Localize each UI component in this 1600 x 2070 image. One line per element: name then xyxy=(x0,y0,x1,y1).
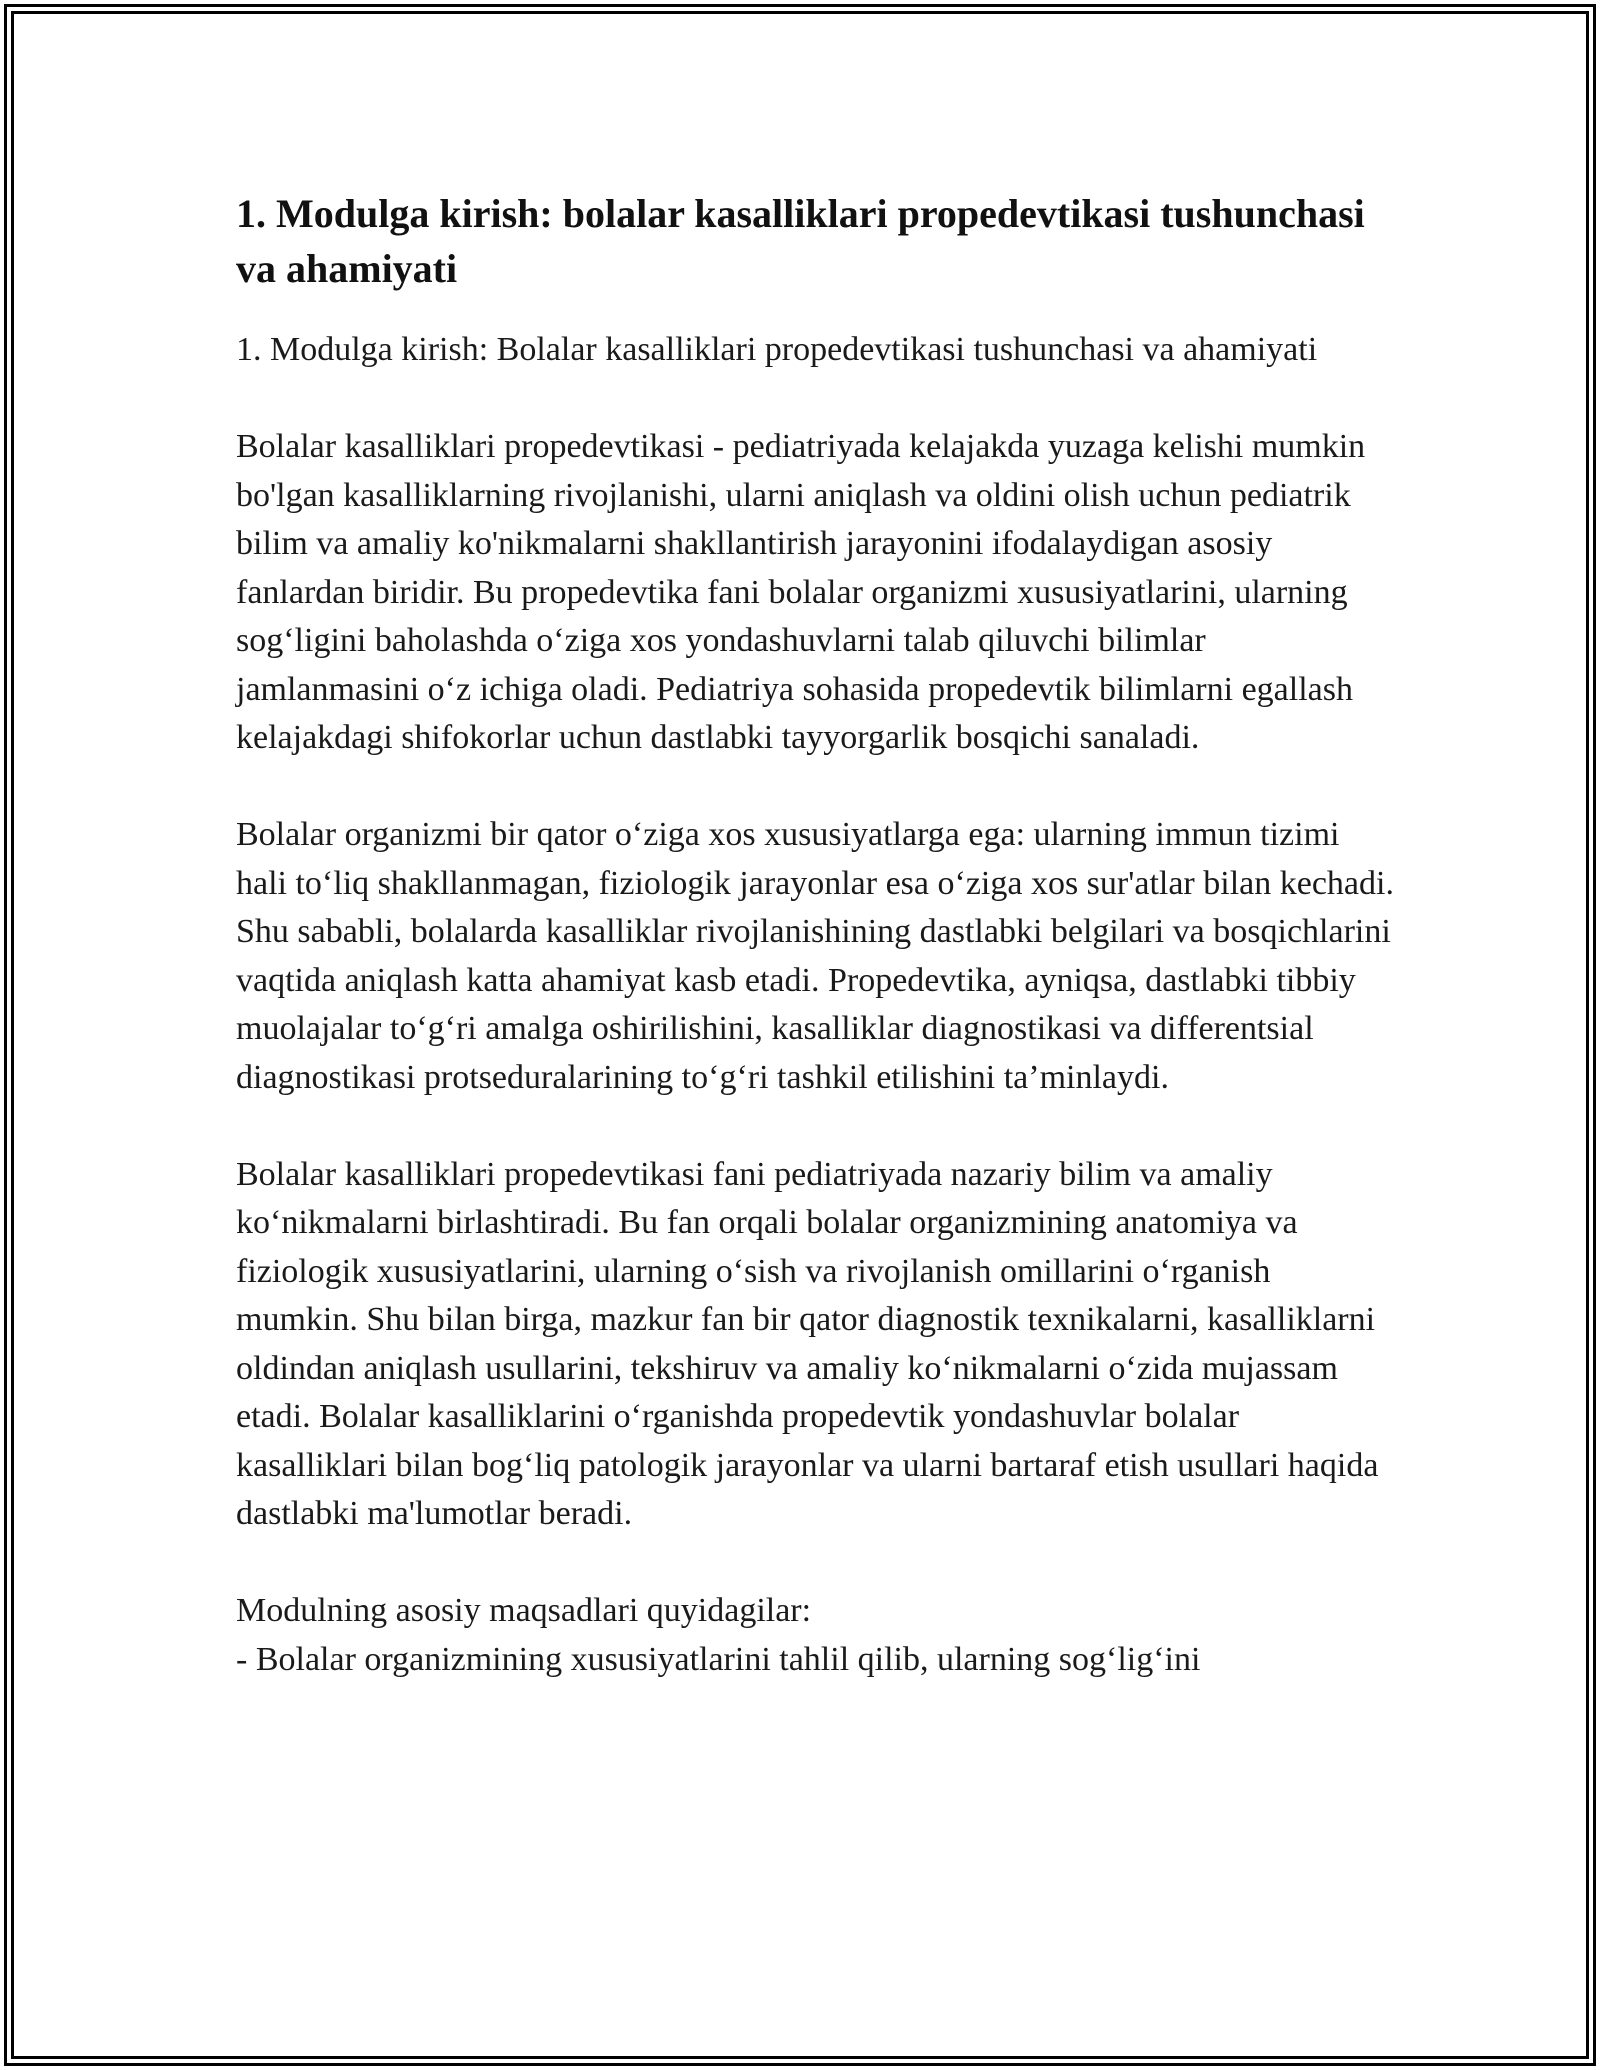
goals-list-intro: Modulning asosiy maqsadlari quyidagilar: xyxy=(236,1592,812,1629)
document-title: 1. Modulga kirish: bolalar kasalliklari propedevtikasi tushunchasi va ahamiyati xyxy=(236,191,1365,291)
paragraph-theory-practice: Bolalar kasalliklari propedevtikasi fani pediatriyada nazariy bilim va amaliy ko‘nikmalarni birlashtiradi. Bu fan orqali bolalar organizmining anatomiya va fiziologik xususiyatlarini, ularning o‘sish va rivojlanish omillarini o‘rganish mumkin. Shu bilan birga, mazkur fan bir qator diagnostik texnikalarni, kasalliklarni oldindan aniqlash usullarini, tekshiruv va amaliy ko‘nikmalarni o‘zida mujassam etadi. Bolalar kasalliklarini o‘rganishda propedevtik yondashuvlar bolalar kasalliklari bilan bog‘liq patologik jarayonlar va ularni bartaraf etish usullari haqida dastlabki ma'lumotlar beradi. xyxy=(236,1155,1379,1532)
document-page xyxy=(236,186,1396,1684)
paragraph-subtitle: 1. Modulga kirish: Bolalar kasalliklari propedevtikasi tushunchasi va ahamiyati xyxy=(236,331,1318,368)
paragraph-organism-features: Bolalar organizmi bir qator o‘ziga xos xususiyatlarga ega: ularning immun tizimi hali to‘liq shakllanmagan, fiziologik jarayonlar esa o‘ziga xos sur'atlar bilan kechadi. Shu sababli, bolalarda kasalliklar rivojlanishining dastlabki belgilari va bosqichlarini vaqtida aniqlash katta ahamiyat kasb etadi. Propedevtika, ayniqsa, dastlabki tibbiy muolajalar to‘g‘ri amalga oshirilishini, kasalliklar diagnostikasi va differentsial diagnostikasi protseduralarining to‘g‘ri tashkil etilishini ta’minlaydi. xyxy=(236,816,1394,1096)
goals-list-item: - Bolalar organizmining xususiyatlarini tahlil qilib, ularning sog‘lig‘ini xyxy=(236,1640,1201,1678)
goals-list xyxy=(236,1587,1396,1684)
paragraph-definition: Bolalar kasalliklari propedevtikasi - pediatriyada kelajakda yuzaga kelishi mumkin bo'lgan kasalliklarning rivojlanishi, ularni aniqlash va oldini olish uchun pediatrik bilim va amaliy ko'nikmalarni shakllantirish jarayonini ifodalaydigan asosiy fanlardan biridir. Bu propedevtika fani bolalar organizmi xususiyatlarini, ularning sog‘ligini baholashda o‘ziga xos yondashuvlarni talab qiluvchi bilimlar jamlanmasini o‘z ichiga oladi. Pediatriya sohasida propedevtik bilimlarni egallash kelajakdagi shifokorlar uchun dastlabki tayyorgarlik bosqichi sanaladi. xyxy=(236,428,1366,756)
